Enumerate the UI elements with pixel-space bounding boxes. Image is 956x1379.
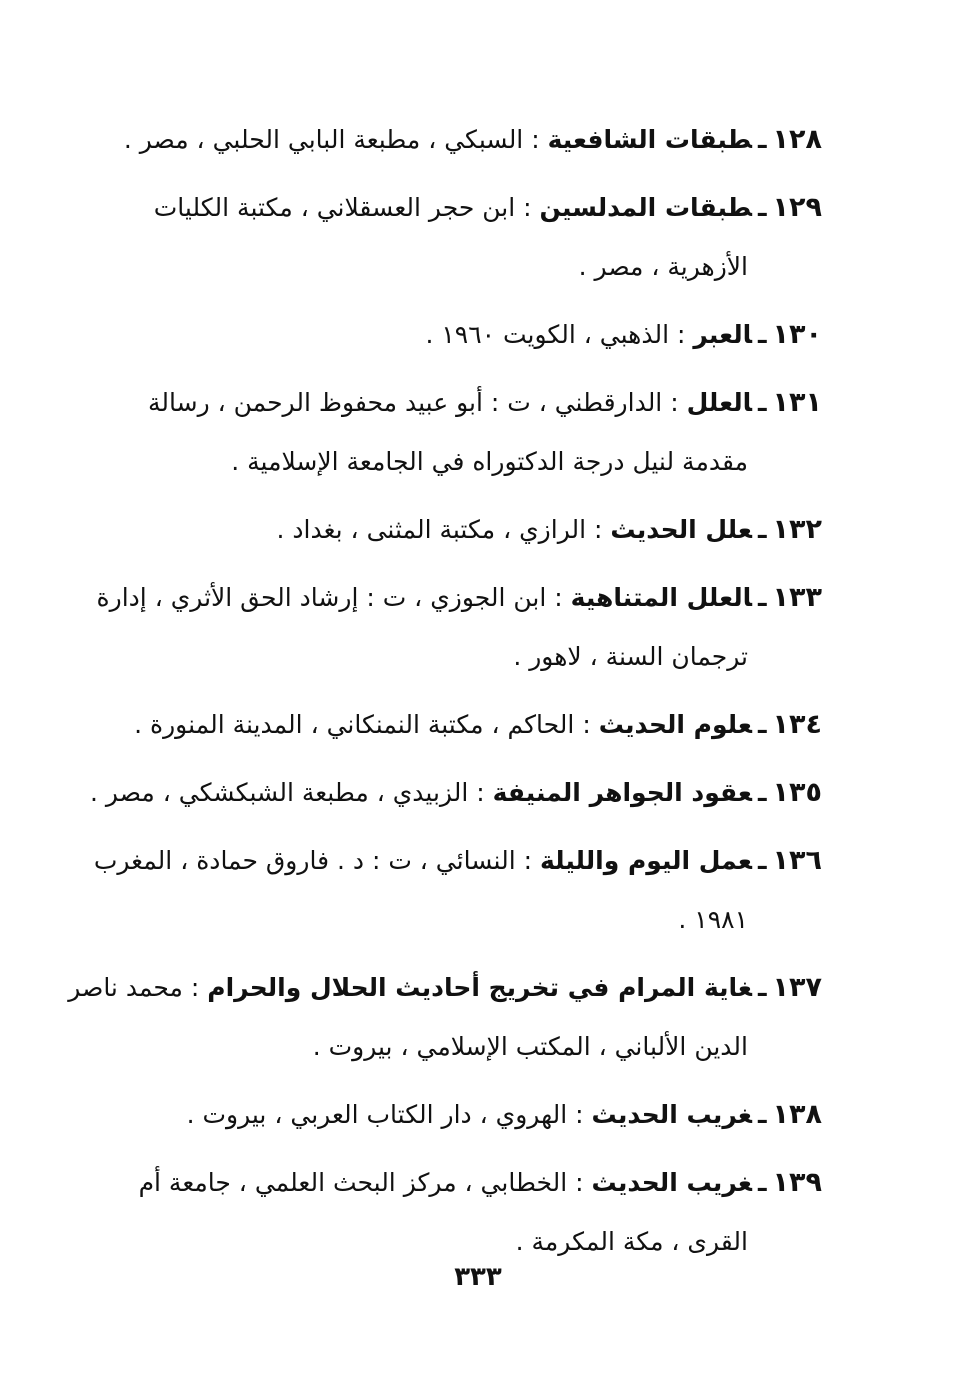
- entry-number: ١٣٧: [772, 972, 822, 1003]
- entry-title: العلل: [686, 388, 752, 417]
- entry-continuation: مقدمة لنيل درجة الدكتوراه في الجامعة الإسلامية .: [231, 447, 748, 476]
- bibliography-entry: [132, 373, 822, 491]
- entry-text: النسائي ، ت : د . فاروق حمادة ، المغرب: [93, 846, 516, 875]
- entry-number: ١٣٢: [772, 514, 822, 545]
- page-number: ٣٣٣: [454, 1262, 502, 1292]
- bibliography-entry: [96, 568, 822, 686]
- entry-text: السبكي ، مطبعة البابي الحلبي ، مصر .: [123, 125, 524, 154]
- entry-title: عقود الجواهر المنيفة: [492, 778, 752, 807]
- entry-title: علل الحديث: [610, 515, 752, 544]
- entry-first-line: ١٣٦ـعمل اليوم والليلة : النسائي ، ت : د . فاروق حمادة ، المغرب: [93, 845, 822, 876]
- bibliography-entry: [93, 831, 822, 949]
- entry-number: ١٣٥: [772, 777, 822, 808]
- entry-text: الزبيدي ، مطبعة الشبكشكي ، مصر .: [90, 778, 469, 807]
- entry-number: ١٣٤: [772, 709, 822, 740]
- entry-title: غريب الحديث: [591, 1168, 752, 1197]
- entry-first-line: ١٢٩ـطبقات المدلسين : ابن حجر العسقلاني ، مكتبة الكليات: [153, 192, 822, 223]
- entry-number: ١٣٨: [772, 1099, 822, 1130]
- entry-first-line: ١٣٠ـالعبر : الذهبي ، الكويت ١٩٦٠ .: [425, 319, 822, 350]
- entry-text: ابن الجوزي ، ت : إرشاد الحق الأثري ، إدارة: [96, 583, 547, 612]
- entry-first-line: ١٣٥ـعقود الجواهر المنيفة : الزبيدي ، مطبعة الشبكشكي ، مصر .: [90, 777, 822, 808]
- bibliography-entry: [132, 305, 822, 364]
- entry-first-line: ١٢٨ـطبقات الشافعية : السبكي ، مطبعة البابي الحلبي ، مصر .: [123, 124, 822, 155]
- bibliography-entry: [90, 763, 822, 822]
- entry-number: ١٣٩: [772, 1167, 822, 1198]
- entry-first-line: ١٣٢ـعلل الحديث : الرازي ، مكتبة المثنى ، بغداد .: [276, 514, 822, 545]
- entry-continuation: الأزهرية ، مصر .: [578, 252, 748, 281]
- entry-first-line: ١٣٣ـالعلل المتناهية : ابن الجوزي ، ت : إرشاد الحق الأثري ، إدارة: [96, 582, 822, 613]
- entry-text: محمد ناصر: [68, 973, 183, 1002]
- entry-first-line: ١٣٧ـغاية المرام في تخريج أحاديث الحلال والحرام : محمد ناصر: [68, 972, 822, 1003]
- entry-first-line: ١٣٤ـعلوم الحديث : الحاكم ، مكتبة النمنكاني ، المدينة المنورة .: [134, 709, 822, 740]
- entry-text: ابن حجر العسقلاني ، مكتبة الكليات: [153, 193, 516, 222]
- entry-title: العبر: [693, 320, 752, 349]
- entry-title: علوم الحديث: [598, 710, 752, 739]
- bibliography-entry: [132, 1085, 822, 1144]
- entry-title: طبقات الشافعية: [547, 125, 752, 154]
- entry-first-line: ١٣٨ـغريب الحديث : الهروي ، دار الكتاب العربي ، بيروت .: [186, 1099, 822, 1130]
- entry-number: ١٢٨: [772, 124, 822, 155]
- entry-text: الذهبي ، الكويت ١٩٦٠ .: [425, 320, 670, 349]
- entry-number: ١٣٦: [772, 845, 822, 876]
- bibliography-entry: [132, 178, 822, 296]
- entry-number: ١٣٣: [772, 582, 822, 613]
- entry-continuation: القرى ، مكة المكرمة .: [515, 1227, 748, 1256]
- entry-text: الخطابي ، مركز البحث العلمي ، جامعة أم: [138, 1168, 568, 1197]
- entry-text: الهروي ، دار الكتاب العربي ، بيروت .: [186, 1100, 568, 1129]
- bibliography-entry: [132, 695, 822, 754]
- entry-title: طبقات المدلسين: [539, 193, 752, 222]
- entry-title: عمل اليوم والليلة: [539, 846, 752, 875]
- entry-number: ١٢٩: [772, 192, 822, 223]
- bibliography-entry: [123, 110, 822, 169]
- entry-text: الدارقطني ، ت : أبو عبيد محفوظ الرحمن ، رسالة: [147, 388, 663, 417]
- bibliography-entry: [132, 1153, 822, 1271]
- bibliography-entry: [132, 500, 822, 559]
- entry-number: ١٣٠: [772, 319, 822, 350]
- entry-first-line: ١٣١ـالعلل : الدارقطني ، ت : أبو عبيد محفوظ الرحمن ، رسالة: [147, 387, 822, 418]
- entry-first-line: ١٣٩ـغريب الحديث : الخطابي ، مركز البحث العلمي ، جامعة أم: [138, 1167, 822, 1198]
- entry-continuation: ١٩٨١ .: [678, 905, 748, 934]
- entry-continuation: الدين الألباني ، المكتب الإسلامي ، بيروت .: [312, 1032, 748, 1061]
- bibliography-list: [68, 110, 822, 1280]
- entry-title: غريب الحديث: [591, 1100, 752, 1129]
- entry-continuation: ترجمان السنة ، لاهور .: [513, 642, 748, 671]
- entry-text: الرازي ، مكتبة المثنى ، بغداد .: [276, 515, 587, 544]
- entry-number: ١٣١: [772, 387, 822, 418]
- entry-text: الحاكم ، مكتبة النمنكاني ، المدينة المنورة .: [134, 710, 575, 739]
- entry-title: غاية المرام في تخريج أحاديث الحلال والحرام: [207, 973, 752, 1002]
- entry-title: العلل المتناهية: [570, 583, 752, 612]
- bibliography-entry: [68, 958, 822, 1076]
